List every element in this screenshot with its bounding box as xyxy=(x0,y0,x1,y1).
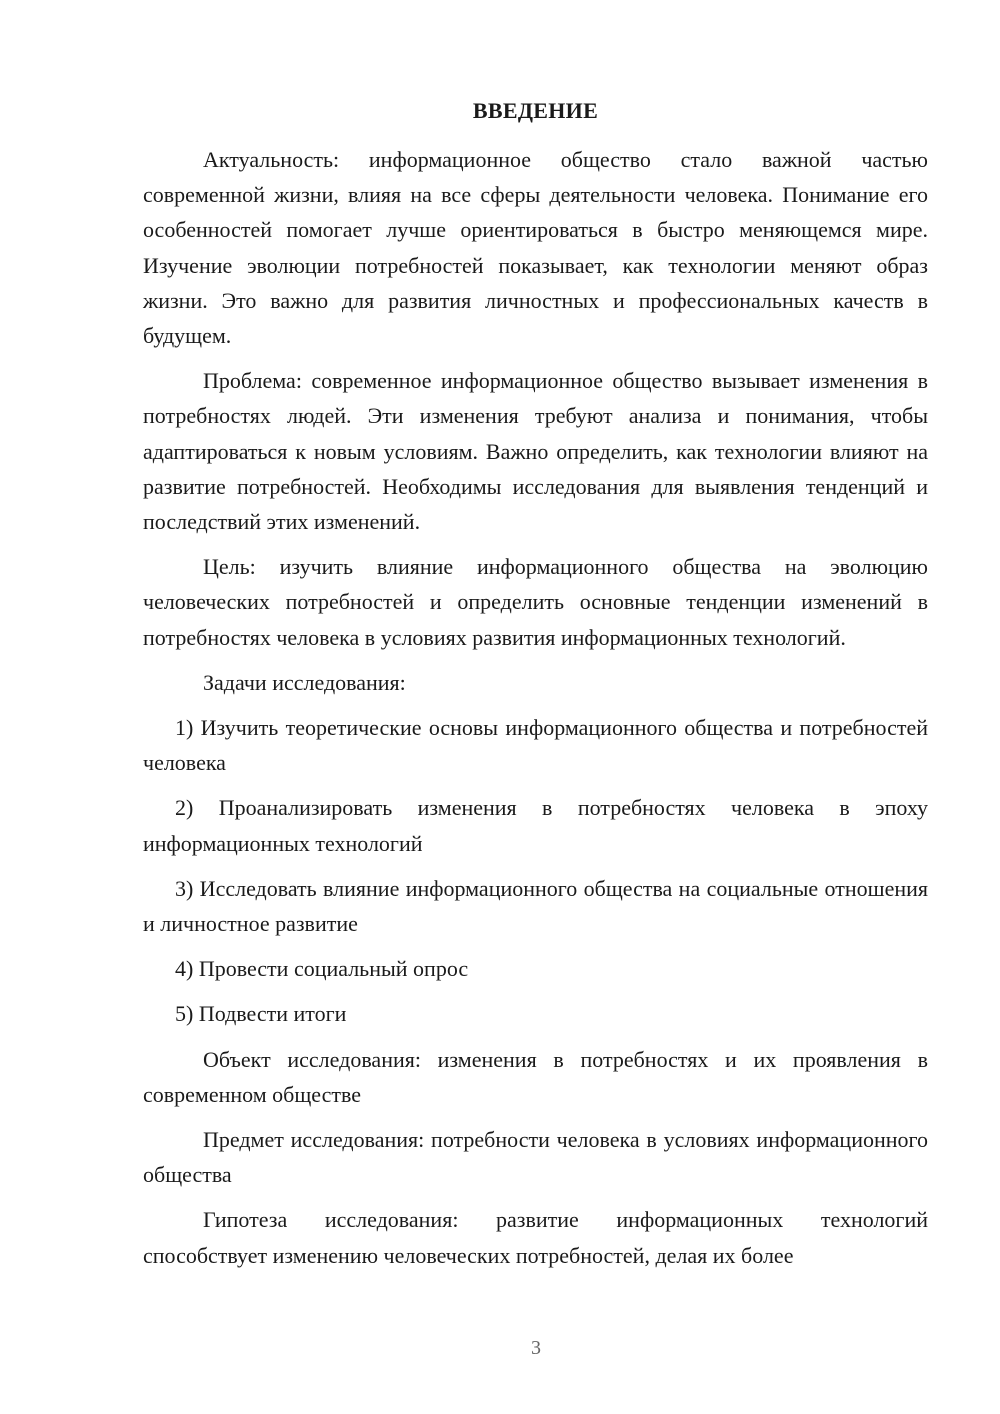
paragraph-relevance: Актуальность: информационное общество стало важной частью современной жизни, влияя на все сферы деятельности человека. Понимание его особенностей помогает лучше ориентироваться в быстро меняющемся мире. Изучение эволюции потребностей показывает, как технологии меняют образ жизни. Это важно для развития личностных и профессиональных качеств в будущем. xyxy=(143,147,928,349)
task-item-4: 4) Провести социальный опрос xyxy=(175,956,469,982)
paragraph-subject: Предмет исследования: потребности человека в условиях информационного общества xyxy=(143,1127,928,1188)
task-item-1: 1) Изучить теоретические основы информационного общества и потребностей человека xyxy=(143,715,928,776)
paragraph-hypothesis: Гипотеза исследования: развитие информационных технологий способствует изменению человеческих потребностей, делая их более xyxy=(143,1207,928,1268)
paragraph-tasks-title: Задачи исследования: xyxy=(203,669,406,695)
document-page xyxy=(143,95,928,1273)
task-item-2: 2) Проанализировать изменения в потребностях человека в эпоху информационных технологий xyxy=(143,795,928,856)
paragraph-object: Объект исследования: изменения в потребностях и их проявления в современном обществе xyxy=(143,1046,928,1107)
page-number: 3 xyxy=(531,1337,541,1359)
task-item-5: 5) Подвести итоги xyxy=(175,1001,347,1027)
section-heading: ВВЕДЕНИЕ xyxy=(472,98,599,123)
task-item-3: 3) Исследовать влияние информационного общества на социальные отношения и личностное развитие xyxy=(143,875,928,937)
paragraph-goal: Цель: изучить влияние информационного общества на эволюцию человеческих потребностей и определить основные тенденции изменений в потребностях человека в условиях развития информационных технологий. xyxy=(143,554,928,650)
paragraph-problem: Проблема: современное информационное общество вызывает изменения в потребностях людей. Эти изменения требуют анализа и понимания, чтобы адаптироваться к новым условиям. Важно определить, как технологии влияют на развитие потребностей. Необходимы исследования для выявления тенденций и последствий этих изменений. xyxy=(143,368,928,535)
